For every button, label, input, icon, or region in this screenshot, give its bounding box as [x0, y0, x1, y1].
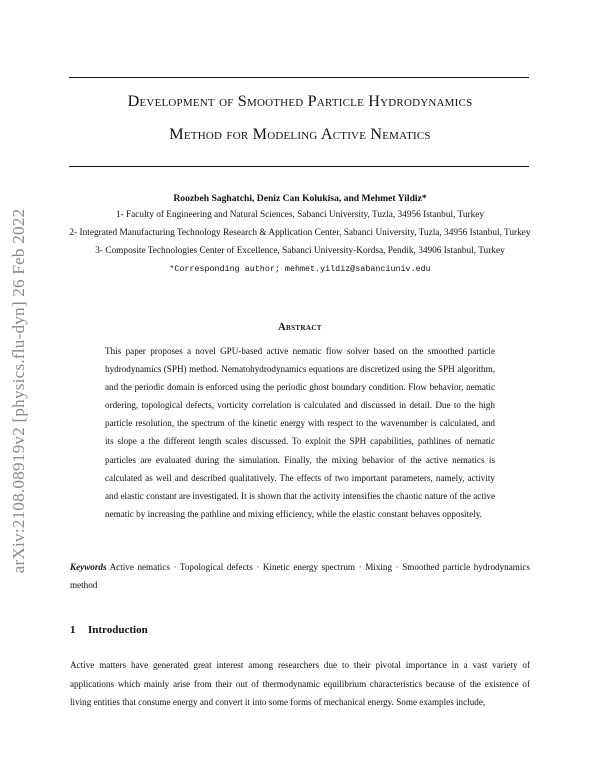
keywords-block: Keywords Active nematics · Topological defects · Kinetic energy spectrum · Mixing · Smoothed particle hydrodynamics method [70, 562, 530, 591]
keyword-item: Kinetic energy spectrum [262, 562, 356, 572]
introduction-paragraph: Active matters have generated great interest among researchers due to their pivotal importance in a vast variety of applications which mainly arise from their out of thermodynamic equilibrium characteristics because of the existence of living entities that consume energy and convert it into some forms of mechanical energy. Some examples include, [70, 660, 530, 708]
paper-title-line-2: Method for Modeling Active Nematics [169, 125, 431, 143]
affiliation-1: 1- Faculty of Engineering and Natural Sciences, Sabanci University, Tuzla, 34956 Istanbul, Turkey [115, 210, 485, 220]
abstract-body: This paper proposes a novel GPU-based active nematic flow solver based on the smoothed particle hydrodynamics (SPH) method. Nematohydrodynamics equations are discretized using the SPH algorithm, and the periodic domain is enforced using the periodic ghost boundary condition. Flow behavior, nematic ordering, topological defects, vorticity correlation is calculated and discussed in detail. Due to the high particle resolution, the spectrum of the kinetic energy with respect to the wavenumber is calculated, and its slope a the different length scales discussed. To exploit the SPH capabilities, pathlines of nematic particles are evaluated during the simulation. Finally, the mixing behavior of the active nematics is calculated as well and described qualitatively. The effects of two important parameters, namely, activity and elastic constant are investigated. It is shown that the activity intensifies the chaotic nature of the active nematic by increasing the pathline and mixing efficiency, while the elastic constant behaves oppositely. [105, 346, 495, 519]
keyword-item: Mixing [365, 562, 393, 572]
abstract-heading: Abstract [278, 322, 322, 333]
title-rule-bottom [69, 166, 529, 167]
keyword-item: Smoothed particle hydrodynamics method [70, 562, 530, 591]
author-list: Roozbeh Saghatchi, Deniz Can Kolukisa, and Mehmet Yildiz* [173, 193, 427, 204]
arxiv-sidebar-stamp [6, 181, 32, 601]
affiliation-2: 2- Integrated Manufacturing Technology Research & Application Center, Sabanci University, Tuzla, 34956 Istanbul, Turkey [69, 228, 531, 238]
arxiv-id-text: arXiv:2108.08919v2 [physics.flu-dyn] 26 Feb 2022 [9, 208, 28, 574]
section-title: Introduction [88, 624, 148, 636]
keywords-label: Keywords [70, 562, 107, 572]
keyword-item: Topological defects [179, 562, 253, 572]
paper-title-line-1: Development of Smoothed Particle Hydrodynamics [127, 92, 473, 110]
section-heading-introduction [70, 624, 148, 636]
corresponding-author-email: *Corresponding author; mehmet.yildiz@sabanciuniv.edu [169, 264, 431, 274]
affiliation-3: 3- Composite Technologies Center of Excellence, Sabanci University-Kordsa, Pendik, 34906 Istanbul, Turkey [95, 246, 505, 256]
keyword-item: Active nematics [109, 562, 170, 572]
section-number: 1 [70, 624, 76, 636]
title-rule-top [69, 77, 529, 78]
